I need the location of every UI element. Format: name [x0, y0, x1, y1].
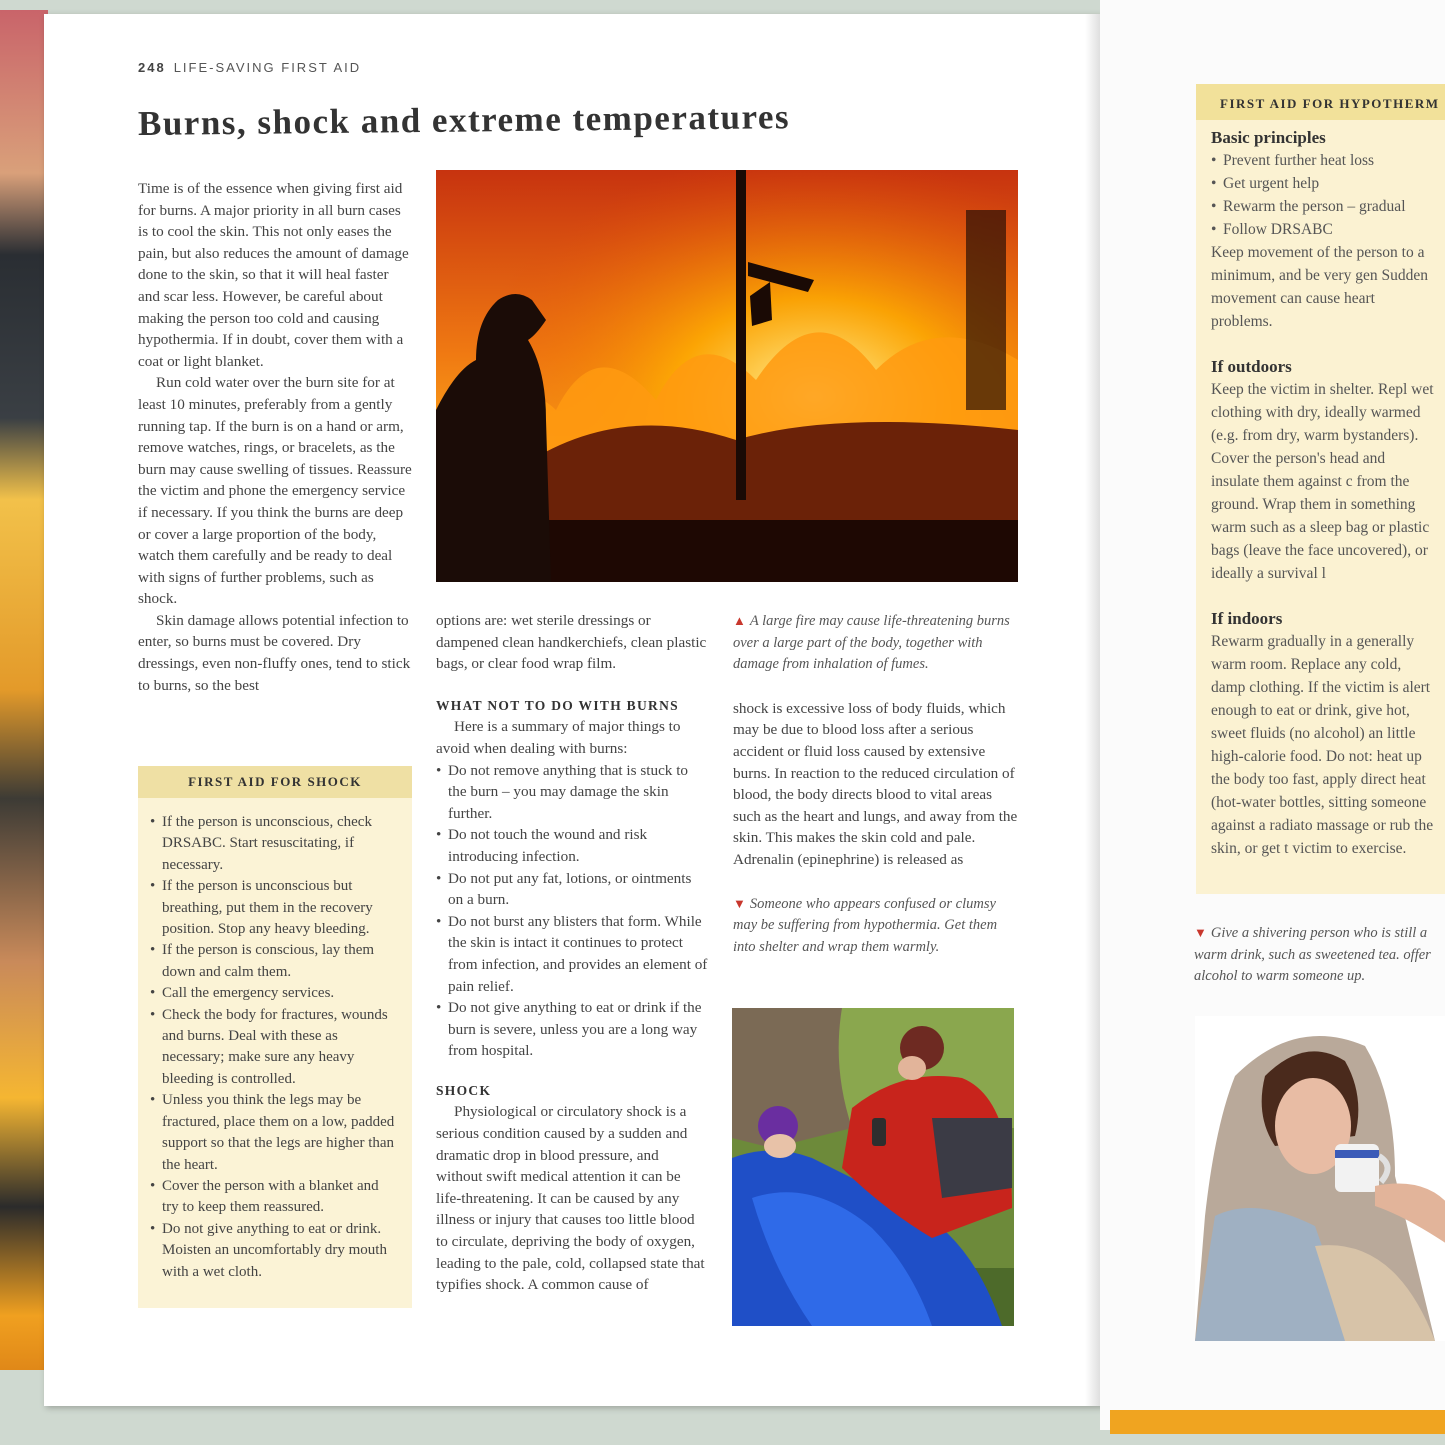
- list-item: • Unless you think the legs may be fractured, place them on a low, padded support so that the legs are higher than the heart.: [150, 1090, 398, 1176]
- list-item: • Do not give anything to eat or drink. Moisten an uncomfortably dry mouth with a wet cloth.: [150, 1219, 398, 1283]
- list-item: • Do not remove anything that is stuck to the burn – you may damage the skin further.: [436, 760, 708, 825]
- paragraph: shock is excessive loss of body fluids, which may be due to blood loss after a serious accident or fluid loss caused by extensive burns. In reaction to the reduced circulation of blood, the body directs blood to vital areas such as the heart and lungs, and away from the skin. This makes the skin cold and pale. Adrenalin (epinephrine) is released as: [733, 699, 1018, 868]
- paragraph: Physiological or circulatory shock is a serious condition caused by a sudden and dramatic drop in blood pressure, and without swift medical attention it can be life-threatening. It can be caused by any illness or injury that causes too little blood to circulate, depriving the body of oxygen, leading to the pale, cold, collapsed state that typifies shock. A common cause of: [436, 1103, 705, 1294]
- fire-photo: [436, 170, 1018, 582]
- list-item: • Do not burst any blisters that form. While the skin is intact it continues to protect from infection, and provides an element of pain relief.: [436, 911, 708, 997]
- list-item: • Call the emergency services.: [150, 983, 398, 1004]
- triangle-down-icon: ▼: [1194, 925, 1207, 940]
- paragraph: Time is of the essence when giving first aid for burns. A major priority in all burn cases is to cool the skin. This not only eases the pain, but also reduces the amount of damage done to the skin, so that it will heal faster and scar less. However, be careful about making the person too cold and causing hypothermia. If in doubt, cover them with a coat or light blanket.: [138, 180, 409, 370]
- triangle-up-icon: ▲: [733, 613, 746, 628]
- list-item: • Do not give anything to eat or drink if the burn is severe, unless you are a long way from hospital.: [436, 997, 708, 1062]
- page-title: Burns, shock and extreme temperatures: [137, 97, 791, 143]
- list-item: • If the person is unconscious but breathing, put them in the recovery position. Stop any heavy bleeding.: [150, 876, 398, 940]
- list-item: • Do not touch the wound and risk introducing infection.: [436, 824, 708, 867]
- book-cover-bottom-edge: [1110, 1410, 1445, 1434]
- page-number: 248: [138, 60, 166, 75]
- first-aid-shock-box: [138, 766, 412, 1308]
- hypothermia-outdoor-photo: [732, 1008, 1014, 1326]
- warm-drink-photo: [1195, 1016, 1445, 1341]
- indoors-heading: If indoors: [1211, 609, 1283, 628]
- running-head: [138, 60, 361, 75]
- list-item: • Get urgent help: [1211, 172, 1445, 195]
- woman-with-mug-illustration: [1195, 1016, 1445, 1341]
- what-not-list: [436, 760, 708, 1062]
- what-not-heading: WHAT NOT TO DO WITH BURNS: [436, 697, 679, 713]
- triangle-down-icon: ▼: [733, 895, 746, 911]
- first-aid-hypothermia-box: [1196, 84, 1445, 894]
- warm-drink-caption: ▼ Give a shivering person who is still a warm drink, such as sweetened tea. offer alcohol to warm someone up.: [1194, 925, 1431, 985]
- basic-principles-heading: Basic principles: [1211, 128, 1326, 147]
- campsite-illustration: [732, 1008, 1014, 1326]
- shock-heading: SHOCK: [436, 1082, 492, 1098]
- book-cover-edge: [0, 10, 48, 1370]
- list-item: • Cover the person with a blanket and try to keep them reassured.: [150, 1176, 398, 1219]
- list-item: • Check the body for fractures, wounds and burns. Deal with these as necessary; make sure any heavy bleeding is controlled.: [150, 1005, 398, 1091]
- list-item: • Prevent further heat loss: [1211, 149, 1445, 172]
- shock-steps-list: [138, 798, 412, 1283]
- fire-illustration: [436, 170, 1018, 582]
- body-column-2: [436, 610, 708, 1296]
- section-name: LIFE-SAVING FIRST AID: [173, 60, 362, 75]
- list-item: • If the person is conscious, lay them down and calm them.: [150, 940, 398, 983]
- body-column-3: [733, 610, 1018, 958]
- paragraph: Here is a summary of major things to avoid when dealing with burns:: [436, 718, 681, 757]
- fire-caption: ▲ A large fire may cause life-threatening burns over a large part of the body, together with damage from inhalation of fumes.: [733, 613, 1010, 673]
- body-column-1: [138, 178, 414, 696]
- camp-caption: ▼ Someone who appears confused or clumsy may be suffering from hypothermia. Get them into shelter and wrap them warmly.: [733, 895, 998, 955]
- list-item: • If the person is unconscious, check DRSABC. Start resuscitating, if necessary.: [150, 812, 398, 876]
- outdoors-heading: If outdoors: [1211, 357, 1292, 376]
- paragraph: Keep the victim in shelter. Repl wet clothing with dry, ideally warmed (e.g. from dry, warm bystanders). Cover the person's head and insulate them against c from the ground. Wrap them in something warm such as a sleep bag or plastic bags (leave the face uncovered), or ideally a survival l: [1211, 381, 1434, 582]
- box-heading: FIRST AID FOR HYPOTHERM: [1196, 84, 1445, 120]
- list-item: • Do not put any fat, lotions, or ointments on a burn.: [436, 868, 708, 911]
- paragraph: Skin damage allows potential infection to enter, so burns must be covered. Dry dressings, even non-fluffy ones, tend to stick to burns, so the best: [138, 611, 411, 694]
- paragraph: Rewarm gradually in a generally warm room. Replace any cold, damp clothing. If the victim is alert enough to eat or drink, give hot, sweet fluids (no alcohol) an little high-calorie food. Do not: heat up the body too fast, apply direct heat (hot-water bottles, sitting someone against a radiato massage or rub the skin, or get t victim to exercise.: [1211, 633, 1434, 857]
- paragraph: options are: wet sterile dressings or dampened clean handkerchiefs, clean plastic bags, or clear food wrap film.: [436, 612, 707, 673]
- paragraph: Keep movement of the person to a minimum, and be very gen Sudden movement can cause heart problems.: [1211, 244, 1428, 330]
- basic-principles-list: [1211, 149, 1445, 241]
- paragraph: Run cold water over the burn site for at least 10 minutes, preferably from a gently running tap. If the burn is on a hand or arm, remove watches, rings, or bracelets, as the burn may cause swelling of tissues. Reassure the victim and phone the emergency service if necessary. If you think the burns are deep or cover a large proportion of the body, watch them carefully and be ready to deal with signs of further problems, such as shock.: [138, 374, 412, 608]
- box-heading: FIRST AID FOR SHOCK: [138, 766, 412, 798]
- list-item: • Follow DRSABC: [1211, 218, 1445, 241]
- list-item: • Rewarm the person – gradual: [1211, 195, 1445, 218]
